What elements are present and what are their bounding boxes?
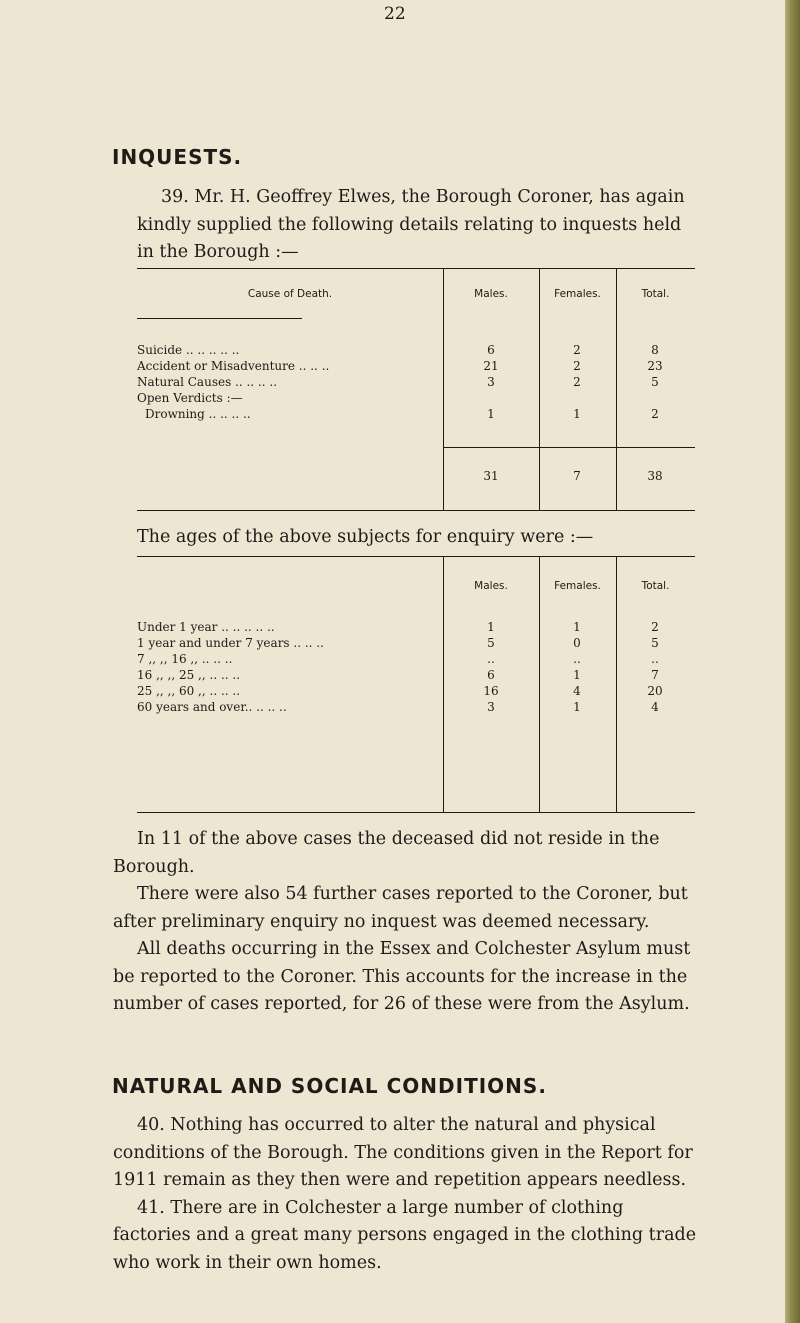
row-label: 25 ,, ,, 60 ,, .. .. ..: [137, 684, 241, 698]
row-label: 60 years and over.. .. .. ..: [137, 700, 287, 714]
header-cause: Cause of Death.: [247, 288, 333, 300]
males-value: 6: [487, 343, 495, 357]
ages-intro: The ages of the above subjects for enquiry were :—: [137, 527, 594, 547]
paragraph-further-cases: There were also 54 further cases reported to the Coroner, but after preliminary enquiry no inquest was deemed necessary.: [113, 884, 688, 932]
table-rule: [137, 268, 695, 269]
header-males: Males.: [474, 288, 508, 300]
header-total: Total.: [641, 580, 670, 592]
ages-table: [137, 556, 695, 816]
males-value: 16: [483, 684, 499, 698]
males-value: 21: [483, 359, 499, 373]
males-value: 6: [487, 668, 495, 682]
page-edge: [785, 0, 800, 1323]
total-value: 7: [651, 668, 659, 682]
females-value: 2: [573, 343, 581, 357]
males-value: 3: [487, 700, 495, 714]
header-females: Females.: [554, 580, 601, 592]
grand-total: 38: [647, 469, 663, 483]
males-value: ..: [487, 652, 495, 666]
row-label: Drowning .. .. .. ..: [145, 407, 251, 421]
header-females: Females.: [554, 288, 601, 300]
table-divider: [443, 556, 444, 812]
total-value: 8: [651, 343, 659, 357]
females-total: 7: [573, 469, 581, 483]
males-value: 5: [487, 636, 495, 650]
total-value: 2: [651, 620, 659, 634]
inquests-paragraph: 39. Mr. H. Geoffrey Elwes, the Borough Coroner, has again kindly supplied the following details relating to inquests held in the Borough :—: [137, 187, 685, 262]
natural-conditions-heading: NATURAL AND SOCIAL CONDITIONS.: [112, 1074, 547, 1098]
table-divider: [443, 268, 444, 510]
females-value: 4: [573, 684, 581, 698]
table-rule: [137, 318, 302, 319]
row-label: Accident or Misadventure .. .. ..: [137, 359, 330, 373]
row-label: Natural Causes .. .. .. ..: [137, 375, 278, 389]
table-divider: [539, 556, 540, 812]
row-label: 7 ,, ,, 16 ,, .. .. ..: [137, 652, 233, 666]
females-value: 1: [573, 700, 581, 714]
total-value: 4: [651, 700, 659, 714]
table-divider: [616, 556, 617, 812]
males-total: 31: [483, 469, 499, 483]
females-value: 1: [573, 407, 581, 421]
females-value: 1: [573, 668, 581, 682]
total-value: ..: [651, 652, 659, 666]
paragraph-non-resident: In 11 of the above cases the deceased did not reside in the Borough.: [113, 829, 660, 877]
females-value: ..: [573, 652, 581, 666]
table-rule: [137, 510, 695, 511]
paragraph-41: 41. There are in Colchester a large number of clothing factories and a great many persons engaged in the clothing trade who work in their own homes.: [113, 1197, 697, 1273]
males-value: 1: [487, 620, 495, 634]
cause-of-death-table: [137, 268, 695, 514]
females-value: 2: [573, 359, 581, 373]
females-value: 1: [573, 620, 581, 634]
row-label: Under 1 year .. .. .. .. ..: [137, 620, 275, 634]
table-rule: [137, 556, 695, 557]
males-value: 3: [487, 375, 495, 389]
paragraph-40: 40. Nothing has occurred to alter the natural and physical conditions of the Borough. The conditions given in the Report for 1911 remain as they then were and repetition appears needless.: [113, 1115, 693, 1190]
totals-rule: [443, 447, 695, 448]
females-value: 0: [573, 636, 581, 650]
total-value: 20: [647, 684, 663, 698]
total-value: 2: [651, 407, 659, 421]
total-value: 23: [647, 359, 663, 373]
row-label: Suicide .. .. .. .. ..: [137, 343, 240, 357]
total-value: 5: [651, 636, 659, 650]
total-value: 5: [651, 375, 659, 389]
table-divider: [539, 268, 540, 510]
row-label: 16 ,, ,, 25 ,, .. .. ..: [137, 668, 241, 682]
row-label: Open Verdicts :—: [137, 391, 243, 405]
natural-conditions-text: [113, 1112, 697, 1277]
header-total: Total.: [641, 288, 670, 300]
males-value: 1: [487, 407, 495, 421]
table-divider: [616, 268, 617, 510]
inquests-heading: INQUESTS.: [112, 145, 243, 169]
paragraph-asylum: All deaths occurring in the Essex and Colchester Asylum must be reported to the Coroner. This accounts for the increase in the number of cases reported, for 26 of these were from the Asylum.: [113, 939, 691, 1014]
header-males: Males.: [474, 580, 508, 592]
females-value: 2: [573, 375, 581, 389]
row-label: 1 year and under 7 years .. .. ..: [137, 636, 324, 650]
page-number: 22: [384, 4, 406, 24]
non-resident-note: [113, 826, 697, 1019]
table-rule: [137, 812, 695, 813]
